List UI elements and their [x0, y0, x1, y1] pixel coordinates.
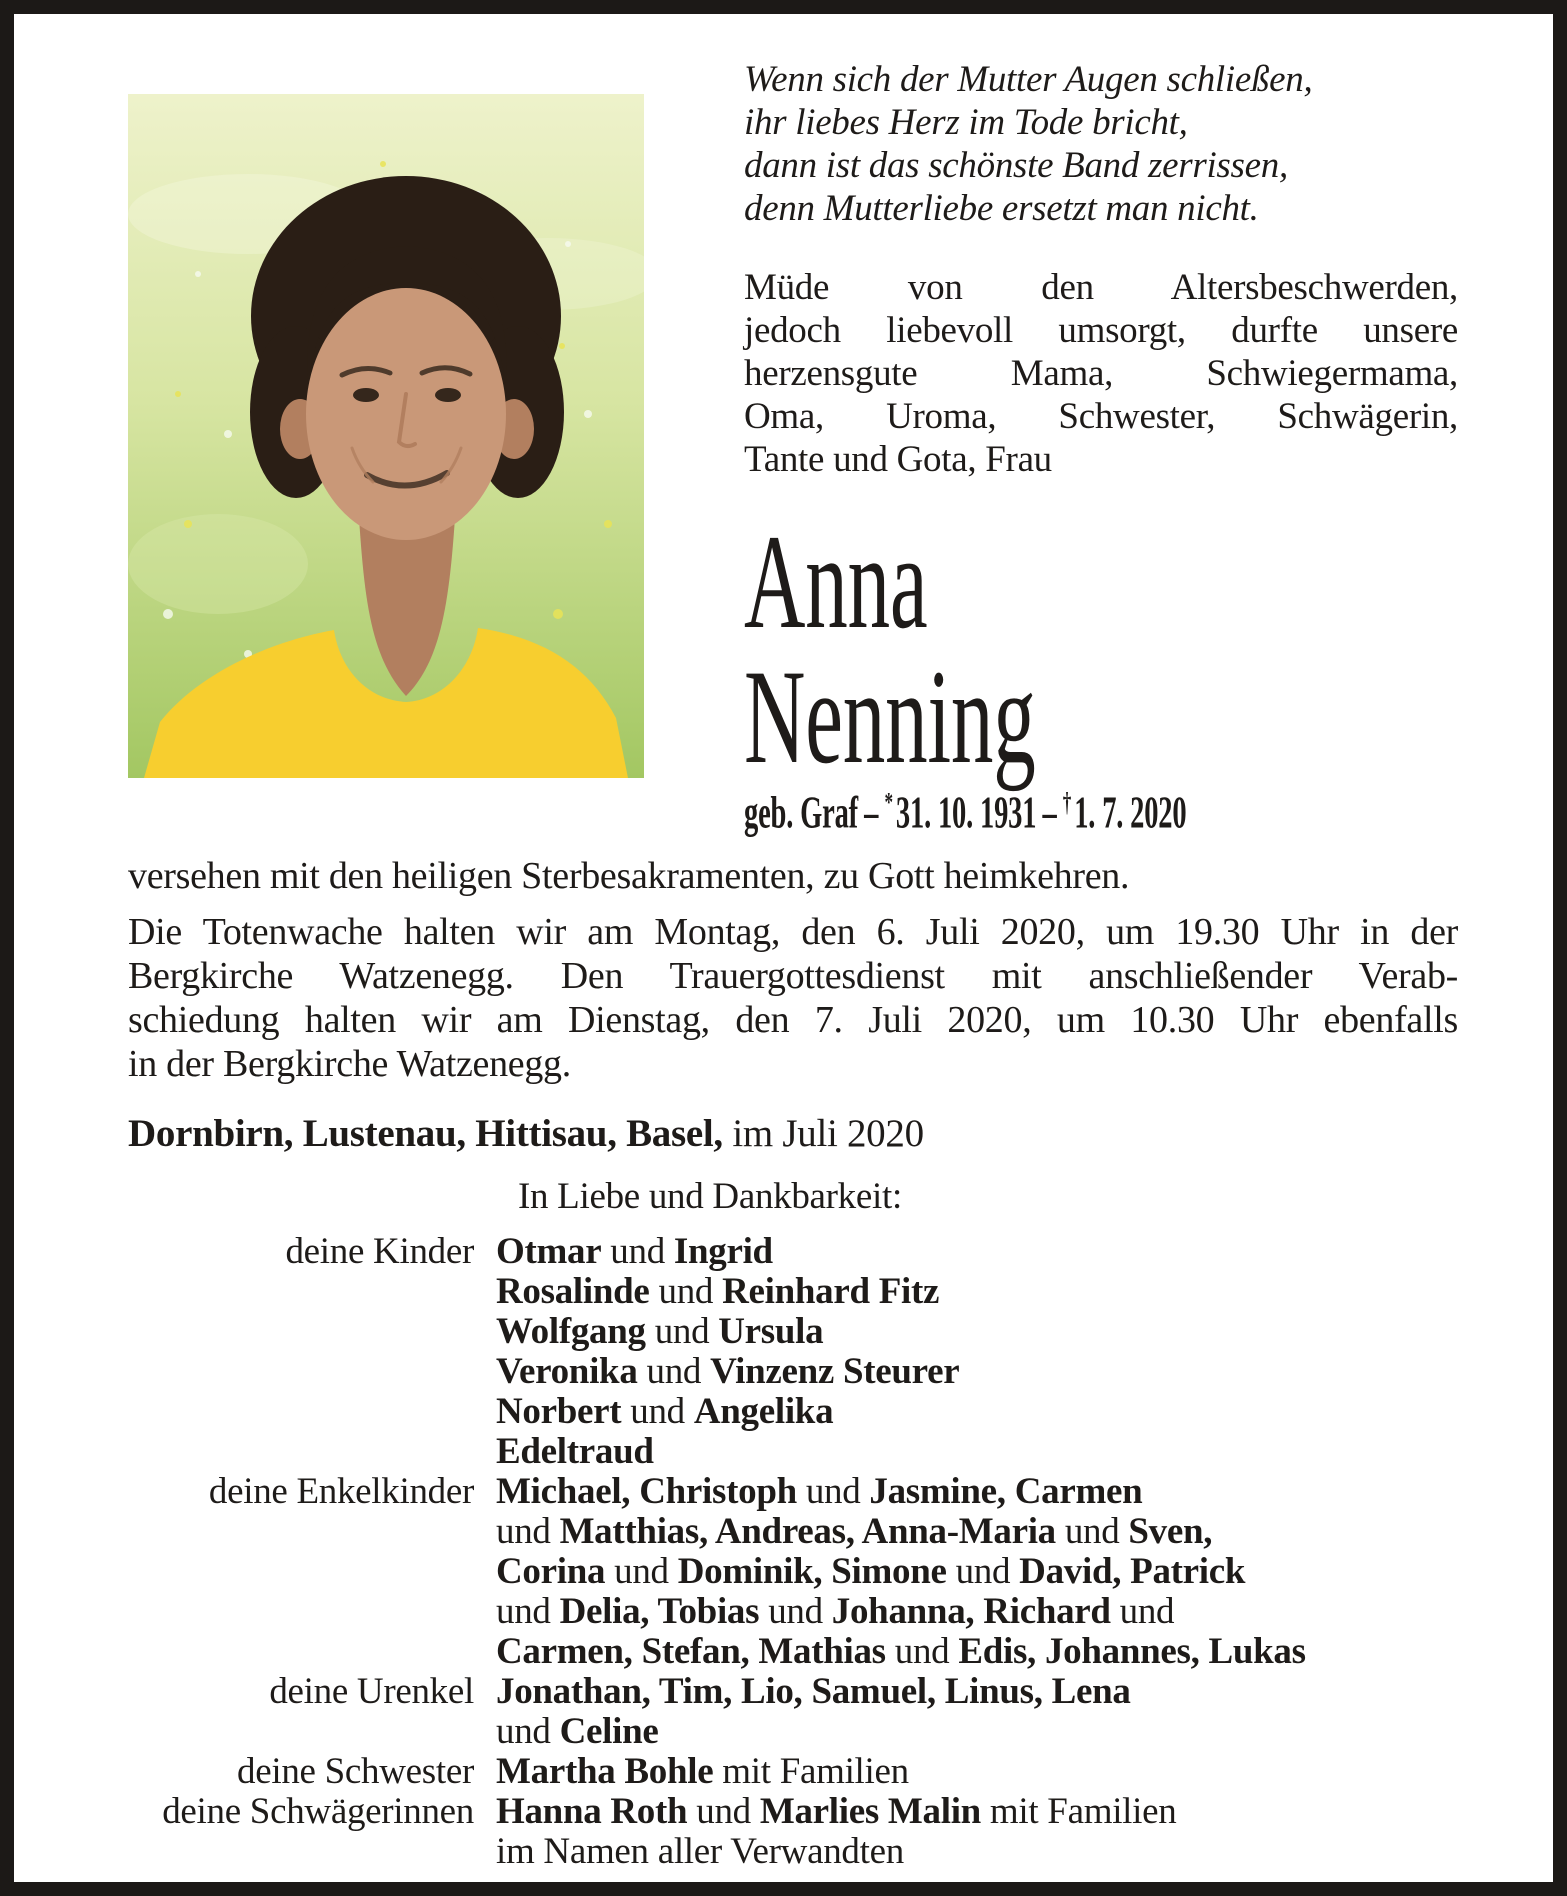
deceased-last-name: Nenning [744, 643, 1036, 792]
family-relation-label: deine Schwester [237, 1750, 474, 1792]
intro-paragraph-line: Tante und Gota, Frau [744, 439, 1052, 480]
family-row [128, 1672, 1458, 1752]
deceased-name [744, 508, 1458, 792]
life-dates [744, 787, 1458, 838]
connector-text: und [687, 1790, 760, 1832]
connector-text: und [796, 1470, 870, 1512]
maiden-name: geb. Graf [744, 786, 858, 838]
family-row [128, 1472, 1458, 1672]
memorial-poem-line: ihr liebes Herz im Tode bricht, [744, 102, 1188, 143]
obituary-page [14, 14, 1553, 1882]
family-member-name: Ursula [718, 1310, 824, 1352]
family-names-line [496, 1312, 1458, 1352]
family-member-name: Jasmine, Carmen [869, 1470, 1143, 1512]
family-member-name: Celine [559, 1710, 659, 1752]
intro-paragraph-line: Oma, Uroma, Schwester, Schwägerin, [744, 396, 1458, 437]
family-member-name: Angelika [693, 1390, 834, 1432]
family-member-name: Carmen, Stefan, Mathias [496, 1630, 886, 1672]
family-relation-label: deine Schwägerinnen [162, 1790, 474, 1832]
family-member-name: David, Patrick [1019, 1550, 1246, 1592]
funeral-paragraph-line: in der Bergkirche Watzenegg. [128, 1042, 571, 1085]
birth-star-symbol: * [884, 786, 893, 817]
family-names [496, 1672, 1458, 1752]
family-member-name: Matthias, Andreas, Anna-Maria [559, 1510, 1056, 1552]
family-names-line [496, 1592, 1458, 1632]
connector-text: und [645, 1310, 719, 1352]
family-names-line [496, 1752, 1458, 1792]
family-names [496, 1832, 1458, 1872]
family-member-name: Martha Bohle [496, 1750, 714, 1792]
death-date: 1. 7. 2020 [1074, 786, 1187, 838]
intro-paragraph [744, 266, 1458, 481]
right-column [744, 58, 1458, 838]
connector-text: und [946, 1550, 1020, 1592]
portrait-photo [128, 94, 644, 778]
connector-text: mit Familien [980, 1790, 1177, 1832]
family-names-line [496, 1392, 1458, 1432]
memorial-poem-line: dann ist das schönste Band zerrissen, [744, 145, 1288, 186]
family-names-line [496, 1672, 1458, 1712]
connector-text: und [1055, 1510, 1129, 1552]
face [306, 288, 506, 540]
family-member-name: Johanna, Richard [831, 1590, 1111, 1632]
connector-text: und [885, 1630, 959, 1672]
family-row [128, 1832, 1458, 1872]
family-member-name: Wolfgang [496, 1310, 646, 1352]
funeral-paragraph-line: Bergkirche Watzenegg. Den Trauergottesdienst mit anschließender Verab- [128, 954, 1458, 997]
birth-date: 31. 10. 1931 [895, 786, 1037, 838]
dash: – [864, 786, 879, 838]
family-names-line [496, 1632, 1458, 1672]
family-relation-label [128, 1832, 496, 1872]
connector-text: und [649, 1270, 723, 1312]
family-member-name: Jonathan, Tim, Lio, Samuel, Linus, Lena [496, 1670, 1131, 1712]
family-relation-label: deine Enkelkinder [208, 1470, 474, 1512]
family-member-name: Hanna Roth [496, 1790, 688, 1832]
family-names-line [496, 1552, 1458, 1592]
family-member-name: Dominik, Simone [677, 1550, 947, 1592]
connector-text: und [601, 1230, 674, 1272]
family-member-name: Veronika [496, 1350, 638, 1392]
family-row [128, 1792, 1458, 1832]
family-names-line [496, 1432, 1458, 1472]
family-names-line [496, 1792, 1458, 1832]
family-names-line [496, 1232, 1458, 1272]
family-names [496, 1752, 1458, 1792]
mourning-date: im Juli 2020 [732, 1111, 924, 1155]
connector-text: und [496, 1590, 560, 1632]
connector-text: und [496, 1510, 560, 1552]
family-names-line [496, 1512, 1458, 1552]
family-member-name: Edeltraud [496, 1430, 654, 1472]
family-names-line [496, 1352, 1458, 1392]
connector-text: und [605, 1550, 678, 1592]
funeral-paragraph-line: schiedung halten wir am Dienstag, den 7. Juli 2020, um 10.30 Uhr ebenfalls [128, 998, 1458, 1041]
connector-text: im Namen aller Verwandten [496, 1830, 904, 1872]
dash: – [1042, 786, 1057, 838]
family-member-name: Edis, Johannes, Lukas [958, 1630, 1306, 1672]
family-member-name: Marlies Malin [759, 1790, 981, 1832]
memorial-poem [744, 58, 1458, 230]
connector-text: mit Familien [713, 1750, 909, 1792]
portrait-illustration [128, 94, 644, 778]
death-cross-symbol: † [1062, 786, 1072, 817]
family-names-line [496, 1712, 1458, 1752]
intro-paragraph-line: jedoch liebevoll umsorgt, durfte unsere [744, 310, 1458, 351]
deceased-first-name: Anna [744, 508, 928, 657]
family-row [128, 1232, 1458, 1472]
sacrament-line: versehen mit den heiligen Sterbesakramenten, zu Gott heimkehren. [128, 854, 1130, 897]
family-list [128, 1232, 1458, 1872]
family-member-name: Reinhard Fitz [722, 1270, 940, 1312]
top-section [128, 58, 1458, 838]
closing-heading: In Liebe und Dankbarkeit: [518, 1175, 902, 1217]
family-member-name: Otmar [496, 1230, 602, 1272]
connector-text: und [496, 1710, 560, 1752]
connector-text: und [637, 1350, 711, 1392]
family-names [496, 1792, 1458, 1832]
memorial-poem-line: Wenn sich der Mutter Augen schließen, [744, 59, 1313, 100]
family-member-name: Michael, Christoph [496, 1470, 797, 1512]
connector-text: und [759, 1590, 832, 1632]
family-row [128, 1752, 1458, 1792]
family-names [496, 1232, 1458, 1472]
family-member-name: Norbert [496, 1390, 622, 1432]
mourning-places: Dornbirn, Lustenau, Hittisau, Basel, [128, 1111, 723, 1155]
memorial-poem-line: denn Mutterliebe ersetzt man nicht. [744, 188, 1259, 229]
intro-paragraph-line: herzensgute Mama, Schwiegermama, [744, 353, 1458, 394]
family-member-name: Vinzenz Steurer [710, 1350, 960, 1392]
family-member-name: Corina [496, 1550, 606, 1592]
place-date-line [128, 1112, 1458, 1156]
connector-text: und [1110, 1590, 1175, 1632]
family-member-name: Ingrid [673, 1230, 773, 1272]
family-member-name: Rosalinde [496, 1270, 650, 1312]
family-names-line [496, 1272, 1458, 1312]
family-relation-label: deine Urenkel [269, 1670, 474, 1712]
family-relation-label: deine Kinder [285, 1230, 474, 1272]
funeral-paragraph-line: Die Totenwache halten wir am Montag, den 6. Juli 2020, um 19.30 Uhr in der [128, 910, 1458, 953]
family-member-name: Delia, Tobias [559, 1590, 760, 1632]
intro-paragraph-line: Müde von den Altersbeschwerden, [744, 267, 1458, 308]
family-names [496, 1472, 1458, 1672]
family-member-name: Sven, [1128, 1510, 1213, 1552]
funeral-paragraph [128, 910, 1458, 1086]
connector-text: und [621, 1390, 694, 1432]
family-names-line [496, 1832, 1458, 1872]
family-names-line [496, 1472, 1458, 1512]
